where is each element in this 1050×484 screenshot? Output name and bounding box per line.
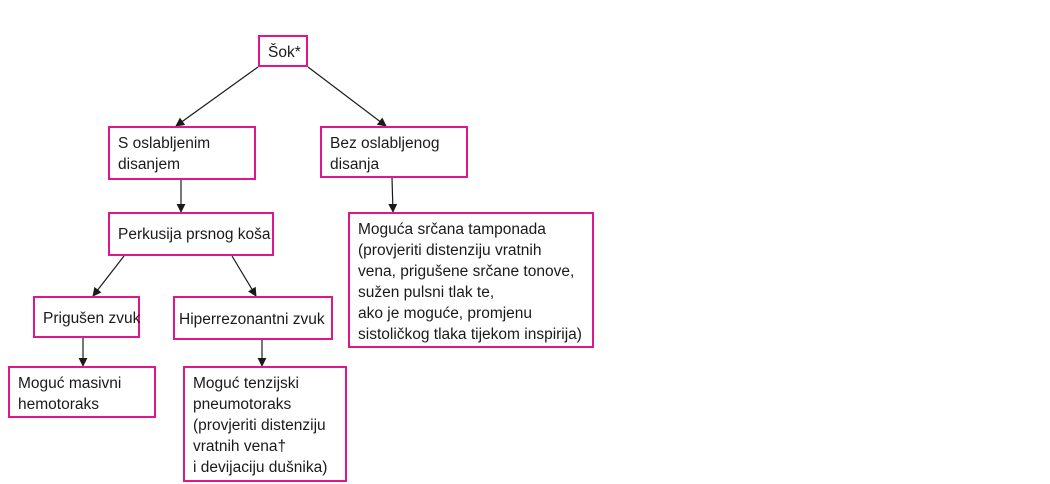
node-chest-percussion — [108, 212, 274, 256]
node-cardiac-tamponade-line-2: (provjeriti distenziju vratnih — [358, 242, 542, 259]
node-shock-line-1: Šok* — [268, 44, 301, 61]
node-cardiac-tamponade-line-6: sistoličkog tlaka tijekom inspirija) — [358, 326, 582, 343]
node-massive-hemothorax-line-1: Moguć masivni — [18, 375, 122, 392]
node-cardiac-tamponade-line-5: ako je moguće, promjenu — [358, 305, 533, 322]
node-no-weak-breathing-line-1: Bez oslabljenog — [330, 135, 440, 152]
node-massive-hemothorax-line-2: hemotoraks — [18, 396, 99, 413]
arrow-no-weak-breath-to-tamponade — [392, 178, 393, 212]
node-cardiac-tamponade-line-4: sužen pulsni tlak te, — [358, 284, 495, 301]
node-tension-pneumothorax-line-1: Moguć tenzijski — [193, 375, 299, 392]
node-cardiac-tamponade-line-3: vena, prigušene srčane tonove, — [358, 263, 575, 280]
node-hyperresonant-sound-line-1: Hiperrezonantni zvuk — [179, 311, 325, 328]
node-weak-breathing — [108, 126, 256, 180]
node-tension-pneumothorax-line-3: (provjeriti distenziju — [193, 417, 326, 434]
node-tension-pneumothorax — [183, 366, 347, 482]
node-tension-pneumothorax-line-4: vratnih vena† — [193, 438, 287, 455]
node-shock — [258, 35, 308, 67]
node-chest-percussion-line-1: Perkusija prsnog koša — [118, 226, 271, 243]
node-dull-sound-line-1: Prigušen zvuk — [43, 310, 141, 327]
arrow-root-to-no-weak-breath — [308, 67, 386, 126]
node-tension-pneumothorax-line-5: i devijaciju dušnika) — [193, 459, 328, 476]
node-tension-pneumothorax-line-2: pneumotoraks — [193, 396, 292, 413]
node-massive-hemothorax — [8, 366, 156, 418]
arrow-root-to-weak-breath — [176, 67, 258, 126]
arrow-percussion-to-hyperresonant — [232, 256, 256, 296]
node-cardiac-tamponade-line-1: Moguća srčana tamponada — [358, 221, 546, 238]
node-no-weak-breathing-line-2: disanja — [330, 156, 380, 173]
node-cardiac-tamponade — [348, 212, 594, 348]
node-weak-breathing-line-2: disanjem — [118, 156, 181, 173]
node-dull-sound — [33, 296, 140, 338]
node-no-weak-breathing — [320, 126, 468, 178]
node-hyperresonant-sound — [173, 296, 333, 340]
node-weak-breathing-line-1: S oslabljenim — [118, 135, 211, 152]
arrow-percussion-to-dull-sound — [93, 256, 124, 296]
